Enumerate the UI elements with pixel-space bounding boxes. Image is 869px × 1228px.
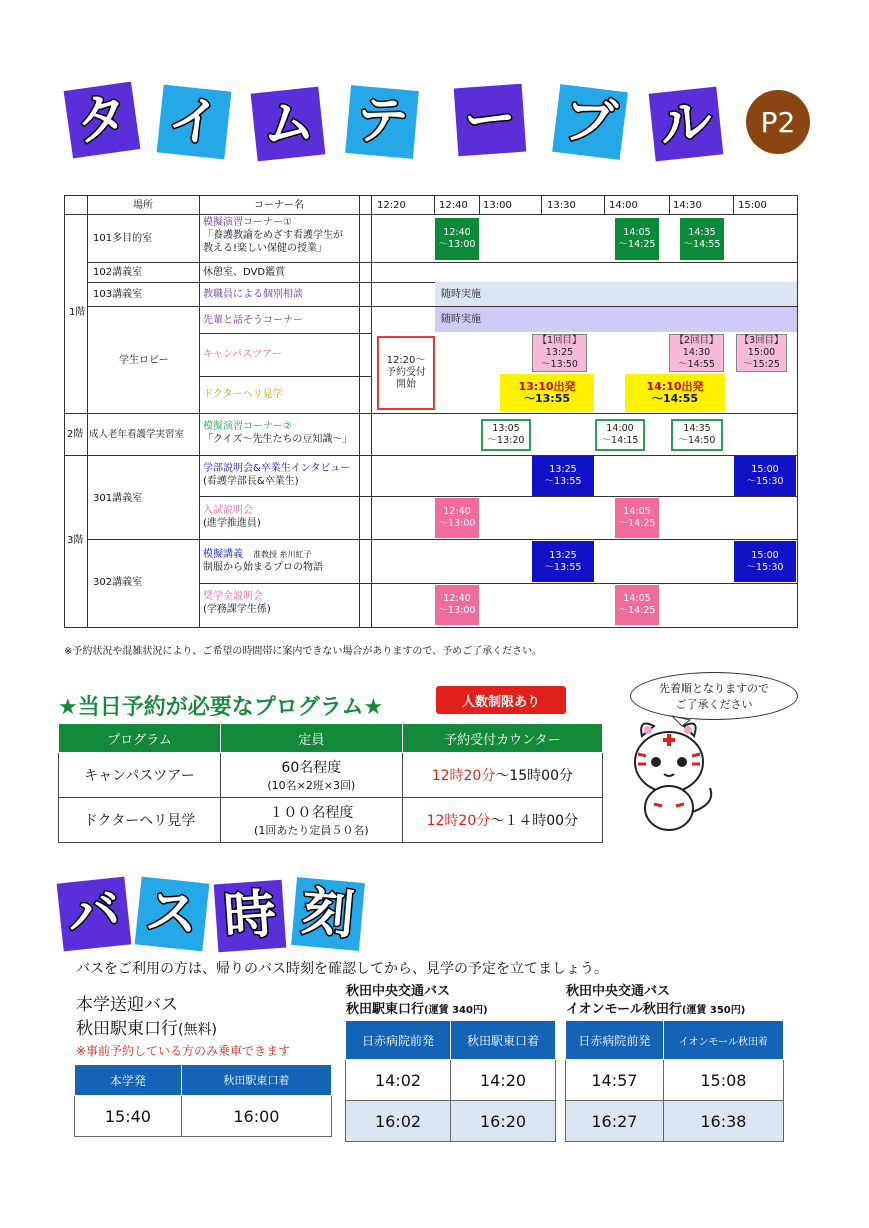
- time-1240: 12:40: [439, 200, 468, 211]
- bus-title-char-1: バ: [57, 877, 132, 952]
- table-row: [59, 798, 603, 843]
- reserve-heading: ★当日予約が必要なプログラム★: [58, 695, 384, 720]
- zuiji-bar-2: 随時実施: [435, 307, 797, 332]
- slot-kogi-2: 15:00 ～15:30: [734, 541, 796, 582]
- corner-gakubu: 学部説明会&卒業生インタビュー (看護学部長&卒業生): [203, 463, 351, 487]
- slot-doctor-2: 14:10出発 ～14:55: [625, 374, 725, 412]
- bus1-header-arr: 秋田駅東口着: [181, 1065, 331, 1096]
- bus2-title1: 秋田中央交通バス: [346, 984, 451, 999]
- prog-cap: 60名程度 (10名×2班×3回): [221, 753, 403, 798]
- prog-cap: １００名程度 (1回あたり定員５０名): [221, 798, 403, 843]
- bus3-title1: 秋田中央交通バス: [566, 984, 671, 999]
- slot-shogaku-1: 12:40 ～13:00: [435, 585, 479, 625]
- bus-title-char-3: 時: [214, 880, 287, 953]
- note-text: ※予約状況や混雑状況により、ご希望の時間帯に案内できない場合がありますので、予めご了承ください。: [64, 646, 543, 657]
- prog-header-counter: 予約受付カウンター: [402, 724, 602, 753]
- bus1-note: ※事前予約している方のみ乗車できます: [76, 1044, 291, 1058]
- prog-time: 12時20分～15時00分: [402, 753, 602, 798]
- room-101: 101多目的室: [93, 233, 153, 244]
- speech-bubble: 先着順となりますので ご了承ください: [630, 672, 798, 720]
- title-char-6: ブ: [552, 84, 628, 160]
- bus3-table: [565, 1020, 784, 1142]
- time-1300: 13:00: [483, 200, 512, 211]
- bus1-title2: 秋田駅東口行(無料): [76, 1019, 217, 1039]
- time-1330: 13:30: [547, 200, 576, 211]
- bus2-table: [345, 1020, 556, 1142]
- prog-time: 12時20分～１４時00分: [402, 798, 602, 843]
- corner-kobetsu: 教職員による個別相談: [203, 289, 303, 300]
- mascot-tiger: [624, 712, 734, 838]
- bus1-title1: 本学送迎バス: [76, 995, 178, 1015]
- table-row: 14:57 15:08: [566, 1060, 784, 1101]
- room-301: 301講義室: [93, 493, 143, 504]
- slot-nyushi-2: 14:05 ～14:25: [615, 498, 659, 538]
- bus1-header-dep: 本学発: [75, 1065, 182, 1096]
- floor-1: 1階: [69, 307, 86, 318]
- page-badge: P2: [746, 90, 810, 154]
- slot-campus-3: 【3回目】 15:00 ～15:25: [736, 334, 787, 372]
- room-lobby: 学生ロビー: [119, 355, 169, 366]
- prog-name: ドクターヘリ見学: [59, 798, 221, 843]
- header-place: 場所: [133, 200, 153, 211]
- time-1220: 12:20: [377, 200, 406, 211]
- slot-mogi1-2: 14:05 ～14:25: [615, 218, 659, 260]
- slot-nyushi-1: 12:40 ～13:00: [435, 498, 479, 538]
- title-char-5: ー: [454, 84, 527, 157]
- corner-nyushi: 入試説明会 (進学推進員): [203, 505, 261, 529]
- bus-intro: バスをご利用の方は、帰りのバス時刻を確認してから、見学の予定を立てましょう。: [76, 961, 608, 977]
- bus-title-char-2: ス: [135, 877, 210, 952]
- title-char-3: ム: [251, 87, 326, 162]
- header-corner: コーナー名: [254, 200, 304, 211]
- slot-mogi1-1: 12:40 ～13:00: [435, 218, 479, 260]
- slot-campus-2: 【2回目】 14:30 ～14:55: [669, 334, 724, 372]
- prog-header-name: プログラム: [59, 724, 221, 753]
- bus3-header-dep: 日赤病院前発: [566, 1021, 664, 1060]
- slot-shogaku-2: 14:05 ～14:25: [615, 585, 659, 625]
- bus2-header-arr: 秋田駅東口着: [451, 1021, 556, 1060]
- title-char-2: イ: [157, 85, 232, 160]
- slot-campus-1: 【1回目】 13:25 ～13:50: [532, 334, 587, 372]
- title-char-4: テ: [345, 85, 419, 159]
- bus3-header-arr: イオンモール秋田着: [663, 1021, 783, 1060]
- bus2-title2: 秋田駅東口行(運賃 340円): [346, 1002, 488, 1017]
- time-1400: 14:00: [609, 200, 638, 211]
- corner-doctor: ドクターヘリ見学: [203, 389, 283, 400]
- slot-mogi2-3: 14:35 ～14:50: [671, 419, 723, 451]
- room-seijin: 成人老年看護学実習室: [89, 429, 185, 440]
- slot-mogi2-2: 14:00 ～14:15: [595, 419, 645, 451]
- bus1-table: [74, 1064, 332, 1137]
- limit-badge: 人数制限あり: [436, 686, 566, 714]
- slot-gakubu-2: 15:00 ～15:30: [734, 456, 796, 496]
- slot-kogi-1: 13:25 ～13:55: [532, 541, 594, 582]
- timetable: [64, 195, 798, 628]
- corner-mogi1: 模擬演習コーナー① 「養護教諭をめざす看護学生が 教える!楽しい保健の授業」: [203, 217, 343, 254]
- room-103: 103講義室: [93, 289, 143, 300]
- table-row: 14:02 14:20: [346, 1060, 556, 1101]
- program-table: [58, 723, 603, 843]
- table-row: 16:27 16:38: [566, 1101, 784, 1142]
- slot-mogi2-1: 13:05 ～13:20: [481, 419, 531, 451]
- bus3-title2: イオンモール秋田行(運賃 350円): [566, 1002, 746, 1017]
- slot-gakubu-1: 13:25 ～13:55: [532, 456, 594, 496]
- corner-mogi2: 模擬演習コーナー② 「クイズ～先生たちの豆知識～」: [203, 421, 353, 445]
- corner-kyukei: 休憩室、DVD鑑賞: [203, 267, 286, 278]
- slot-mogi1-3: 14:35 ～14:55: [680, 218, 724, 260]
- corner-senpai: 先輩と話そうコーナー: [203, 315, 303, 326]
- reception-box: 12:20～ 予約受付 開始: [377, 336, 435, 410]
- time-1430: 14:30: [673, 200, 702, 211]
- bus2-header-dep: 日赤病院前発: [346, 1021, 451, 1060]
- corner-mogikogi: 模擬講義 准教授 糸川紅子 制服から始まるプロの物語: [203, 549, 323, 573]
- bus-title-char-4: 刻: [291, 877, 365, 951]
- prog-header-cap: 定員: [221, 724, 403, 753]
- table-row: 16:02 16:20: [346, 1101, 556, 1142]
- title-char-1: タ: [64, 82, 141, 159]
- room-102: 102講義室: [93, 267, 143, 278]
- slot-doctor-1: 13:10出発 ～13:55: [500, 374, 594, 412]
- room-302: 302講義室: [93, 577, 143, 588]
- time-1500: 15:00: [738, 200, 767, 211]
- floor-2: 2階: [67, 429, 84, 440]
- title-char-7: ル: [649, 87, 724, 162]
- table-row: [59, 753, 603, 798]
- corner-campus: キャンパスツアー: [203, 349, 282, 360]
- corner-shogaku: 奨学金説明会 (学務課学生係): [203, 591, 271, 615]
- zuiji-bar-1: 随時実施: [435, 282, 797, 306]
- prog-name: キャンパスツアー: [59, 753, 221, 798]
- table-row: 15:40 16:00: [75, 1096, 332, 1137]
- floor-3: 3階: [67, 535, 84, 546]
